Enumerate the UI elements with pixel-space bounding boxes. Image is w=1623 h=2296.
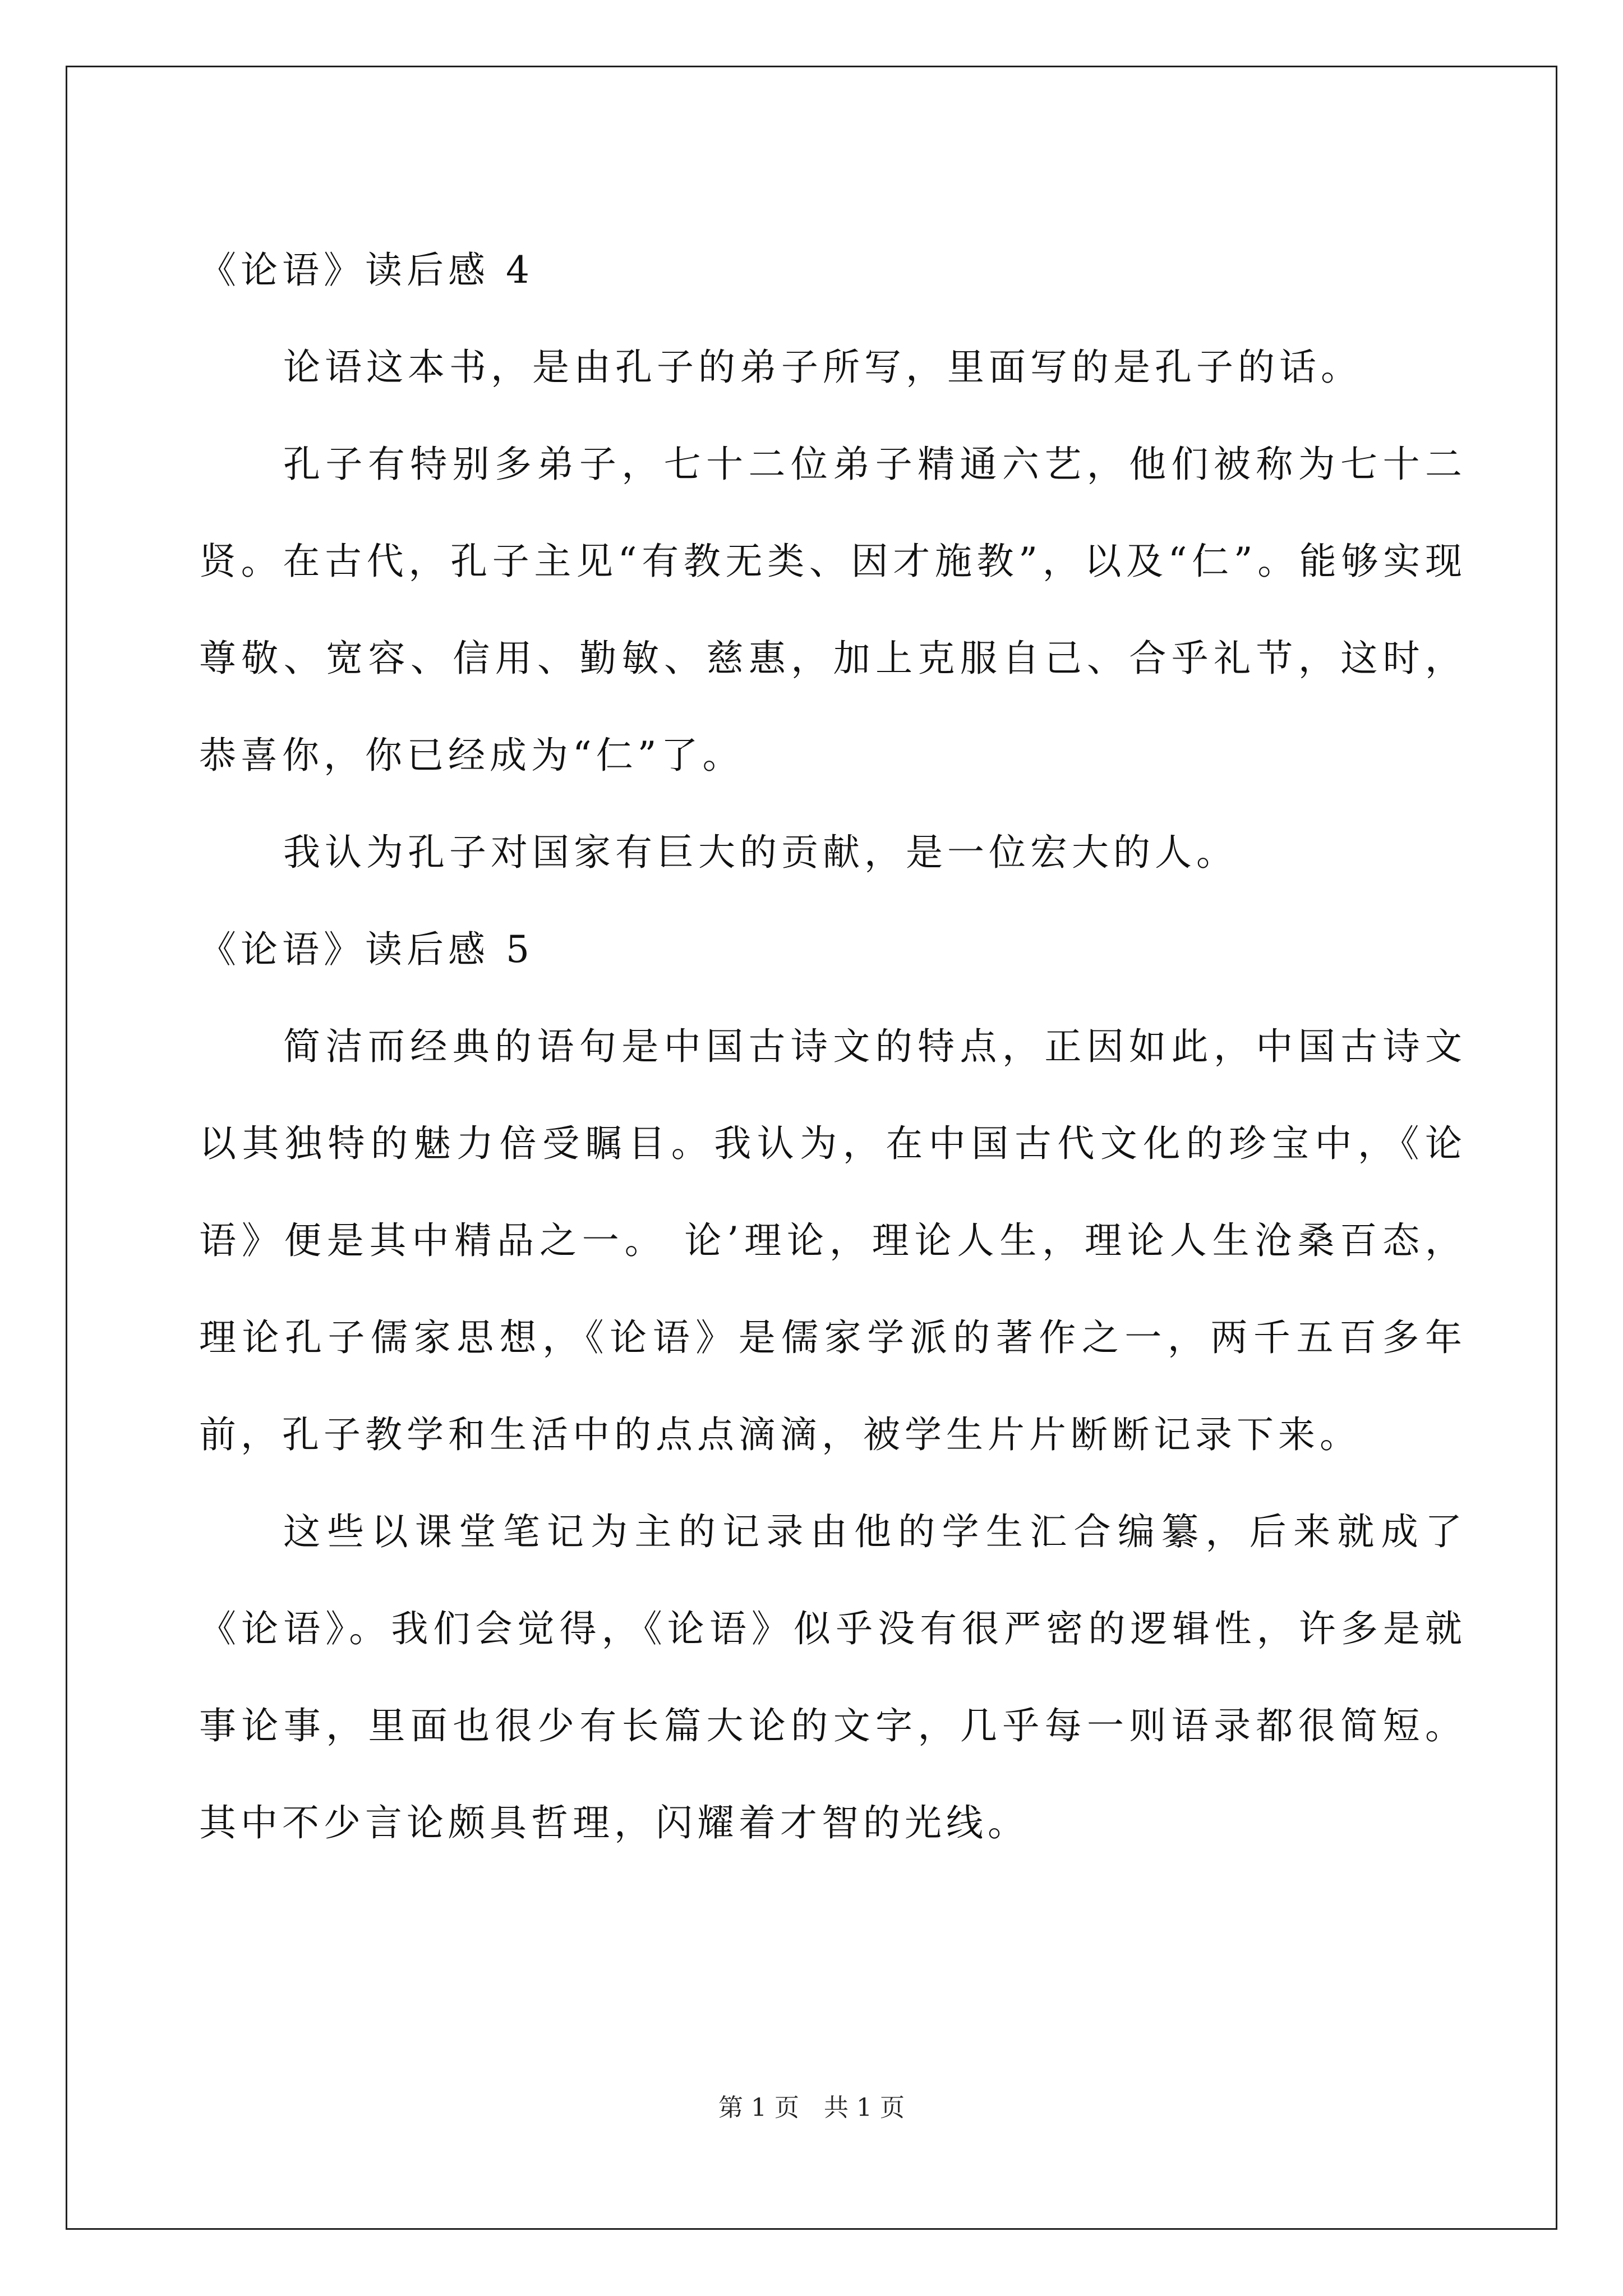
section-title: 《论语》读后感 5 — [199, 928, 534, 971]
paragraph: 这些以课堂笔记为主的记录由他的学生汇合编纂，后来就成了《论语》。我们会觉得，《论语》似乎没有很严密的逻辑性，许多是就事论事，里面也很少有长篇大论的文字，几乎每一则语录都很简短。其中不少言论颇具哲理，闪耀着才智的光线。 — [199, 1510, 1467, 1844]
paragraph: 论语这本书，是由孔子的弟子所写，里面写的是孔子的话。 — [283, 346, 1362, 389]
section-title: 《论语》读后感 4 — [199, 249, 534, 292]
paragraph: 孔子有特别多弟子，七十二位弟子精通六艺，他们被称为七十二贤。在古代，孔子主见“有教无类、因才施教”，以及“仁”。能够实现尊敬、宽容、信用、勤敏、慈惠，加上克服自己、合乎礼节，这时，恭喜你，你已经成为“仁”了。 — [199, 443, 1467, 777]
paragraph: 我认为孔子对国家有巨大的贡献，是一位宏大的人。 — [283, 831, 1238, 874]
page-number: 第 1 页 共 1 页 — [718, 2093, 905, 2122]
document-body — [199, 222, 1467, 1871]
paragraph: 简洁而经典的语句是中国古诗文的特点，正因如此，中国古诗文以其独特的魅力倍受瞩目。我认为，在中国古代文化的珍宝中，《论语》便是其中精品之一。 论’理论，理论人生，理论人生沧桑百态，理论孔子儒家思想，《论语》是儒家学派的著作之一，两千五百多年前，孔子教学和生活中的点点滴滴，被学生片片断断记录下来。 — [199, 1025, 1467, 1456]
